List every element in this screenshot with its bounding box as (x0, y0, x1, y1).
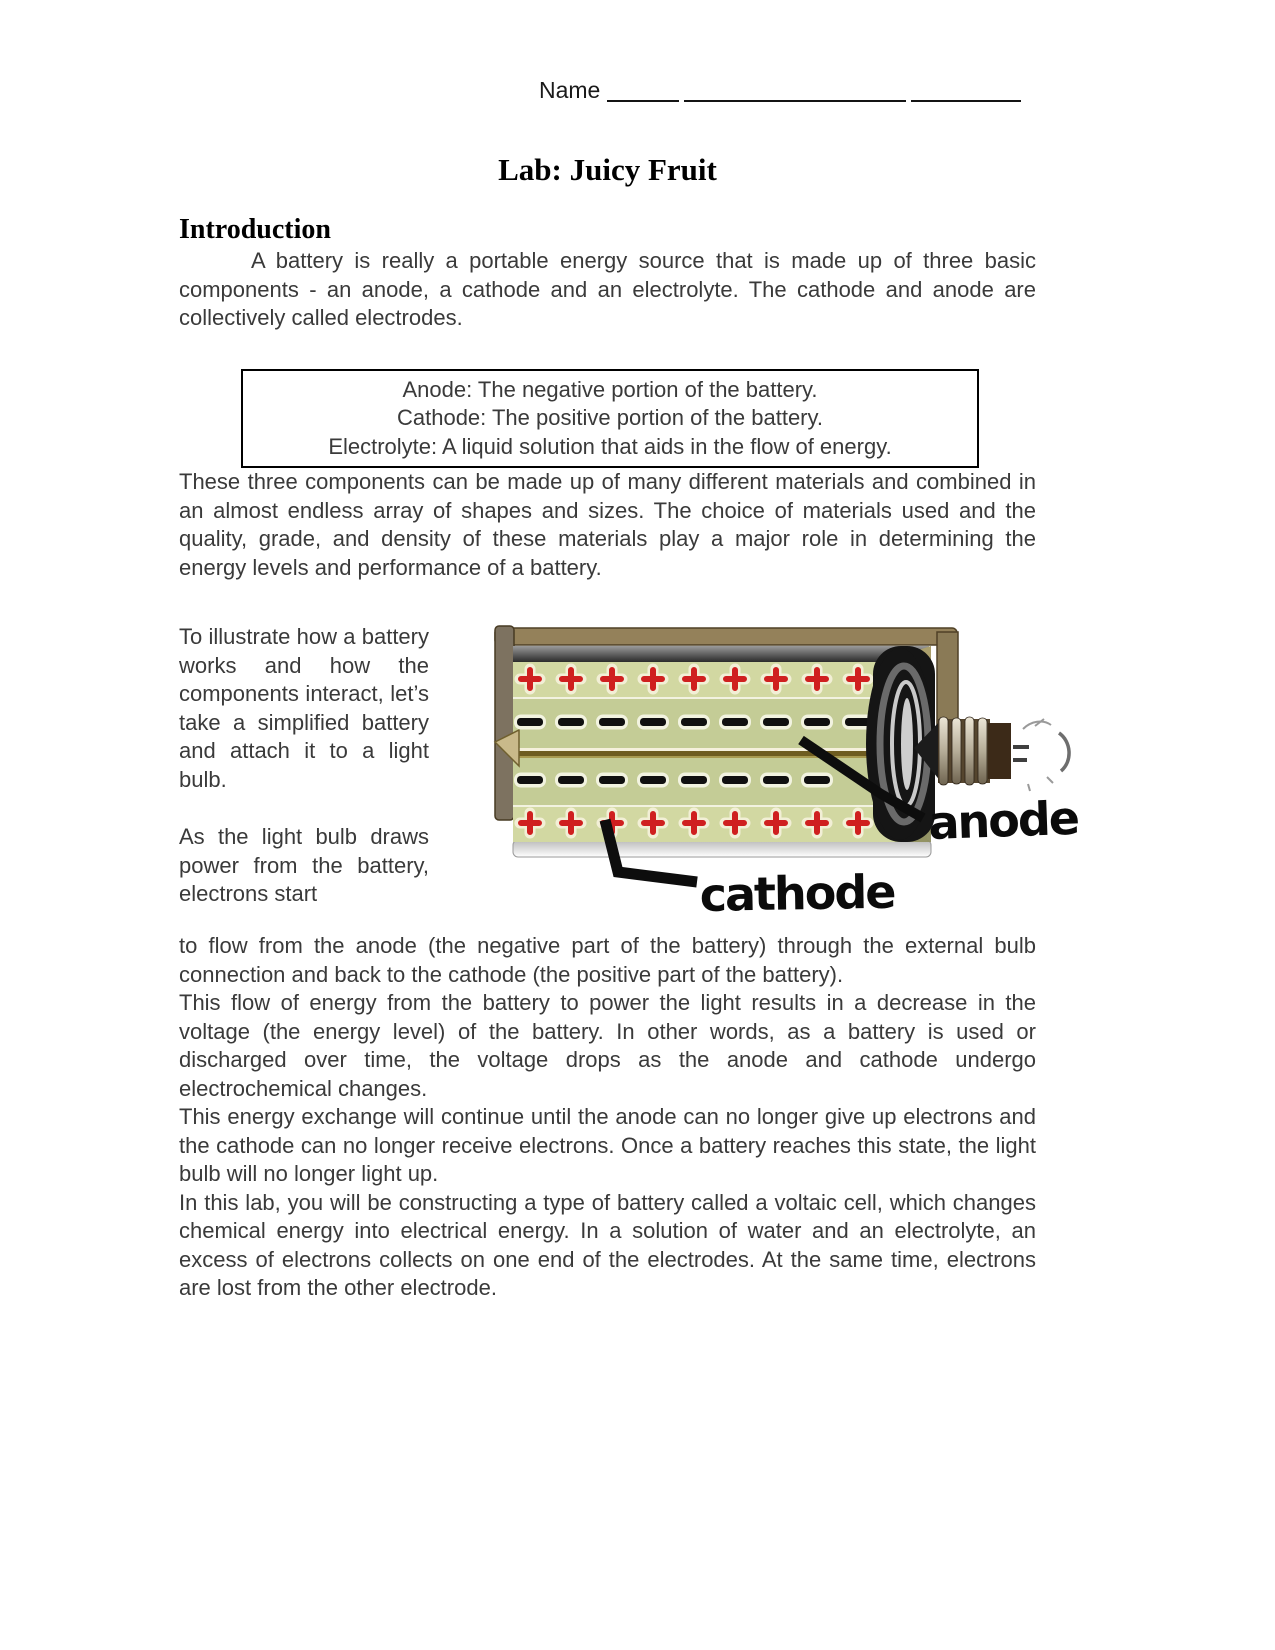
wrap-text-column (179, 596, 429, 909)
minus-row-top (514, 715, 874, 730)
page-content (179, 0, 1079, 1303)
name-row (179, 76, 1036, 104)
band-separator (513, 697, 927, 699)
bulb-glass-sketch (1013, 719, 1069, 791)
introduction-heading: Introduction (179, 214, 331, 245)
paragraph-exchange: This energy exchange will continue until the anode can no longer give up electrons and the cathode can no longer receive electrons. Once a battery reaches this state, the light bulb will no longer light up. (179, 1104, 1036, 1186)
light-bulb (914, 717, 1069, 791)
name-label: Name (539, 77, 601, 103)
paragraph-illustrate: To illustrate how a battery works and how the components interact, let’s take a simplified battery and attach it to a light bulb. (179, 624, 429, 792)
cathode-label: cathode (699, 864, 895, 922)
name-blank-segment (911, 80, 1021, 102)
page-title: Lab: Juicy Fruit (498, 152, 717, 187)
name-blank-segment (684, 80, 906, 102)
battery-top-edge (513, 646, 929, 662)
paragraph-intro: A battery is really a portable energy source that is made up of three basic components - an anode, a cathode and an electrolyte. The cathode and anode are collectively called electrodes. (179, 248, 1036, 330)
wire-top (495, 628, 957, 645)
band-separator (513, 748, 927, 751)
bulb-base-collar (988, 723, 1011, 779)
paragraph-voltage: This flow of energy from the battery to power the light results in a decrease in the voltage (the energy level) of the battery. In other words, as a battery is used or discharged over time, the voltage drops as the anode and cathode undergo electrochemical changes. (179, 990, 1036, 1101)
battery-illustration (455, 590, 1115, 925)
figure-row (179, 596, 1079, 932)
paragraph-flow-continuation: to flow from the anode (the negative part of the battery) through the external bulb connection and back to the cathode (the positive part of the battery). (179, 933, 1036, 987)
paragraph-draws-power: As the light bulb draws power from the battery, electrons start (179, 824, 429, 906)
anode-label: anode (927, 790, 1079, 850)
battery-bottom-edge (513, 840, 931, 857)
definition-electrolyte: Electrolyte: A liquid solution that aids in the flow of energy. (328, 433, 892, 459)
definition-anode: Anode: The negative portion of the battery. (402, 376, 818, 402)
center-divider-shadow (513, 756, 915, 758)
band-separator (513, 805, 927, 807)
wire-left (495, 626, 514, 820)
name-blank-segment (607, 80, 679, 102)
battery-figure (455, 590, 1115, 925)
center-divider (513, 751, 915, 756)
paragraph-components: These three components can be made up of many different materials and combined in an almost endless array of shapes and sizes. The choice of materials used and the quality, grade, and density of these materials play a major role in determining the energy levels and performance of a battery. (179, 469, 1036, 580)
paragraph-lab: In this lab, you will be constructing a type of battery called a voltaic cell, which changes chemical energy into electrical energy. In a solution of water and an electrolyte, an excess of electrons collects on one end of the electrodes. At the same time, electrons are lost from the other electrode. (179, 1189, 1036, 1300)
plus-row-bottom (520, 813, 868, 833)
name-blank-line (607, 77, 1026, 103)
plus-row-top (520, 669, 868, 689)
definition-cathode: Cathode: The positive portion of the battery. (396, 405, 823, 430)
definition-box (241, 369, 979, 469)
